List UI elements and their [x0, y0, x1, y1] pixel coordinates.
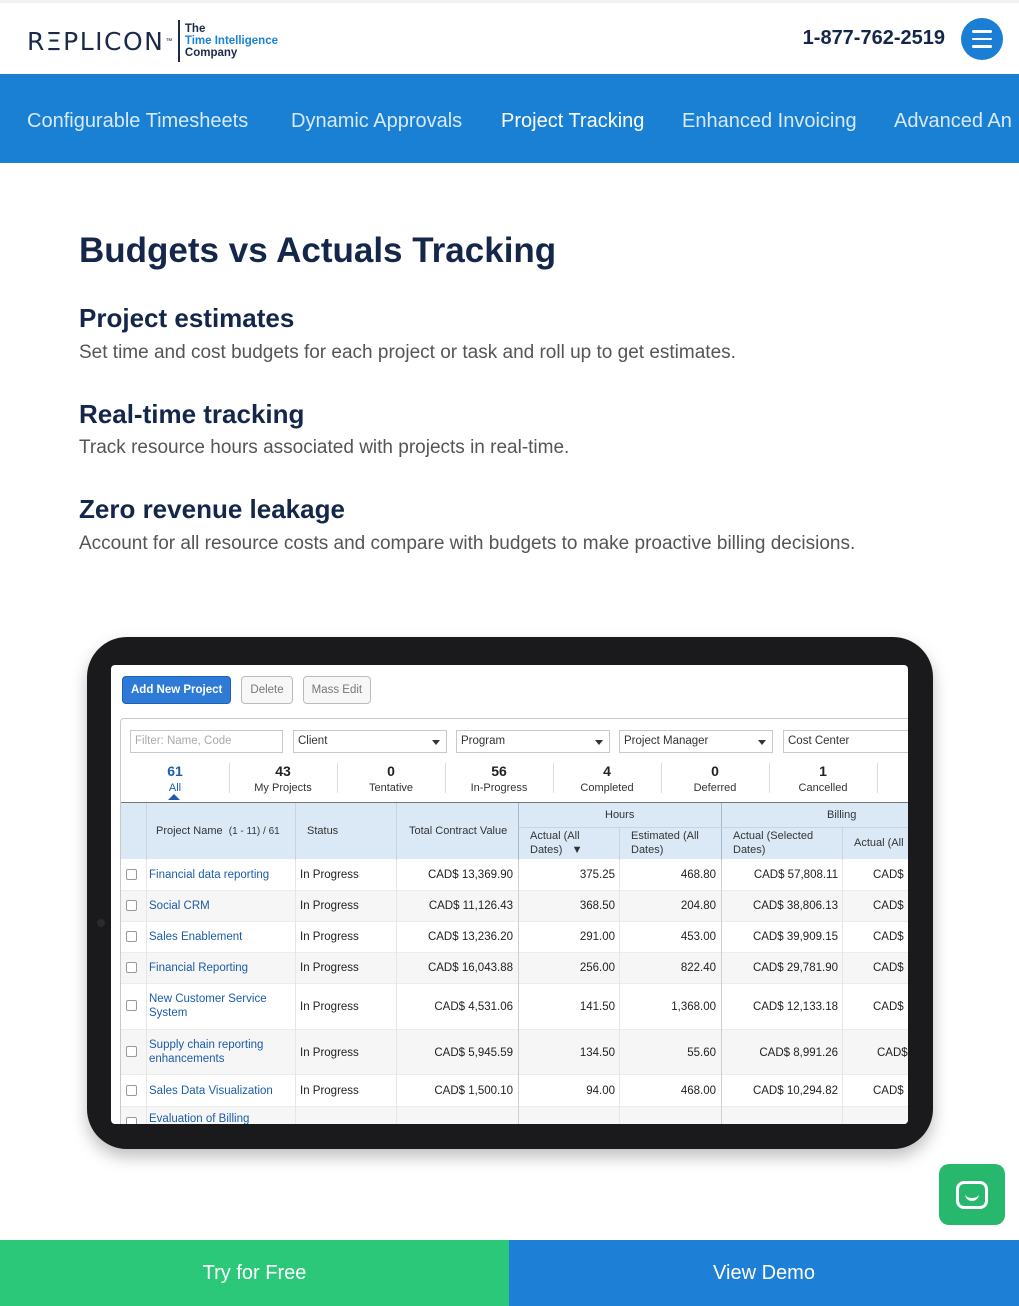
hamburger-icon — [972, 30, 992, 33]
nav-dynamic-approvals[interactable]: Dynamic Approvals — [291, 110, 463, 132]
chevron-down-icon — [758, 740, 766, 745]
projects-panel — [120, 718, 908, 1124]
logo-wordmark: RΞPLICON — [27, 26, 165, 56]
col-project-name[interactable]: Project Name (1 - 11) / 61 — [156, 825, 280, 837]
section-text-tracking: Track resource hours associated with projects in real-time. — [79, 437, 570, 458]
table-row[interactable] — [121, 984, 908, 1030]
nav-configurable-timesheets[interactable]: Configurable Timesheets — [27, 110, 249, 132]
row-checkbox[interactable] — [126, 900, 137, 911]
view-demo-button[interactable]: View Demo — [509, 1240, 1019, 1306]
section-heading-estimates: Project estimates — [79, 303, 295, 333]
row-checkbox[interactable] — [126, 1085, 137, 1096]
contract-value-cell: CAD$ 13,369.90 — [427, 869, 513, 881]
table-row[interactable] — [121, 860, 908, 891]
project-name-link[interactable]: Sales Enablement — [149, 931, 243, 943]
estimated-hours-cell: 1,368.00 — [671, 1001, 716, 1013]
client-filter-select[interactable]: Client — [293, 730, 447, 753]
billing-all-cell: CAD$ — [873, 962, 904, 974]
estimated-hours-cell: 468.00 — [680, 1085, 716, 1097]
section-heading-revenue: Zero revenue leakage — [79, 494, 345, 524]
billing-all-cell: CAD$ — [873, 869, 904, 881]
program-filter-select[interactable]: Program — [456, 730, 610, 753]
col-group-hours: Hours — [605, 809, 635, 821]
status-cell: In Progress — [300, 1001, 359, 1013]
billing-selected-cell: CAD$ 12,133.18 — [752, 1001, 838, 1013]
billing-selected-cell: CAD$ 8,991.26 — [759, 1047, 838, 1059]
col-status[interactable]: Status — [307, 825, 339, 837]
table-row[interactable] — [121, 953, 908, 984]
estimated-hours-cell: 822.40 — [680, 962, 716, 974]
stat-tentative-tab[interactable]: 0 Tentative — [368, 763, 414, 794]
project-name-link[interactable]: Evaluation of Billing — [149, 1113, 250, 1124]
logo-divider — [178, 20, 180, 62]
actual-hours-cell: 256.00 — [579, 962, 615, 974]
status-cell: In Progress — [300, 1085, 359, 1097]
logo-trademark: ™ — [165, 37, 173, 45]
row-checkbox[interactable] — [126, 931, 137, 942]
col-hours-actual[interactable]: Actual (All Dates) ▼ — [530, 830, 583, 856]
actual-hours-cell: 368.50 — [579, 900, 615, 912]
estimated-hours-cell: 55.60 — [687, 1047, 716, 1059]
contract-value-cell: CAD$ 13,236.20 — [427, 931, 513, 943]
status-cell: In Progress — [300, 869, 359, 881]
billing-all-cell: CAD$ — [873, 1001, 904, 1013]
project-name-link[interactable]: Social CRM — [149, 900, 210, 912]
status-cell: In Progress — [300, 962, 359, 974]
status-cell: In Progress — [300, 931, 359, 943]
estimated-hours-cell: 204.80 — [680, 900, 716, 912]
add-new-project-button[interactable]: Add New Project — [122, 676, 231, 704]
site-header — [0, 0, 1019, 74]
logo-tagline: The Time Intelligence Company — [184, 23, 278, 59]
billing-all-cell: CAD$ — [873, 900, 904, 912]
billing-all-cell: CAD$ — [877, 1047, 908, 1059]
col-hours-estimated[interactable]: Estimated (All Dates) — [631, 830, 699, 856]
nav-enhanced-invoicing[interactable]: Enhanced Invoicing — [682, 110, 857, 132]
billing-selected-cell: CAD$ 10,294.82 — [752, 1085, 838, 1097]
actual-hours-cell: 134.50 — [579, 1047, 615, 1059]
stat-in-progress-tab[interactable]: 56 In-Progress — [470, 763, 528, 794]
mass-edit-button[interactable]: Mass Edit — [303, 676, 372, 704]
section-text-estimates: Set time and cost budgets for each project or task and roll up to get estimates. — [79, 342, 736, 363]
project-name-link[interactable]: Sales Data Visualization — [149, 1085, 273, 1097]
row-checkbox[interactable] — [126, 1117, 137, 1124]
table-row[interactable] — [121, 1030, 908, 1075]
table-row[interactable] — [121, 891, 908, 922]
table-row[interactable] — [121, 1107, 908, 1124]
status-cell: In Progress — [300, 900, 359, 912]
project-name-link[interactable]: Financial Reporting — [149, 962, 249, 974]
stat-all-tab[interactable]: 61 All — [167, 763, 183, 794]
actual-hours-cell: 375.25 — [579, 869, 615, 881]
toolbar — [122, 676, 371, 704]
project-name-link[interactable]: New Customer Service System — [149, 993, 267, 1019]
replicon-logo[interactable] — [27, 25, 278, 57]
project-name-link[interactable]: Financial data reporting — [149, 869, 270, 881]
chat-icon — [956, 1181, 988, 1209]
section-heading-tracking: Real-time tracking — [79, 399, 305, 429]
col-billing-actual-all[interactable]: Actual (All — [854, 837, 904, 849]
phone-number-link[interactable]: 1-877-762-2519 — [802, 27, 945, 49]
billing-selected-cell: CAD$ 38,806.13 — [752, 900, 838, 912]
section-text-revenue: Account for all resource costs and compare with budgets to make proactive billing decisions. — [79, 533, 856, 554]
estimated-hours-cell: 453.00 — [680, 931, 716, 943]
estimated-hours-cell: 468.80 — [680, 869, 716, 881]
cost-center-filter-select[interactable]: Cost Center — [783, 730, 908, 753]
billing-all-cell: CAD$ — [873, 931, 904, 943]
actual-hours-cell: 291.00 — [579, 931, 615, 943]
status-cell: In Progress — [300, 1047, 359, 1059]
hamburger-menu-button[interactable] — [961, 18, 1003, 60]
project-name-link[interactable]: Supply chain reporting enhancements — [149, 1039, 264, 1065]
contract-value-cell: CAD$ 4,531.06 — [434, 1001, 513, 1013]
stat-cancelled-tab[interactable]: 1 Cancelled — [798, 763, 848, 794]
try-for-free-button[interactable]: Try for Free — [0, 1240, 509, 1306]
chevron-down-icon — [595, 740, 603, 745]
contract-value-cell: CAD$ 16,043.88 — [427, 962, 513, 974]
col-billing-actual-selected[interactable]: Actual (Selected Dates) — [733, 830, 814, 856]
row-checkbox[interactable] — [126, 869, 137, 880]
feature-nav — [0, 74, 1019, 163]
sort-desc-icon: ▼ — [571, 844, 583, 856]
tablet-camera — [97, 919, 105, 927]
contract-value-cell: CAD$ 11,126.43 — [428, 900, 513, 912]
actual-hours-cell: 94.00 — [586, 1085, 615, 1097]
app-screen — [111, 665, 908, 1124]
stat-my-projects-tab[interactable]: 43 My Projects — [254, 763, 312, 794]
table-header — [121, 802, 908, 859]
tablet-device-frame — [87, 637, 933, 1149]
col-group-billing: Billing — [827, 809, 857, 821]
table-row[interactable] — [121, 922, 908, 953]
row-checkbox[interactable] — [126, 1000, 137, 1011]
billing-selected-cell: CAD$ 29,781.90 — [752, 962, 838, 974]
chat-widget-button[interactable] — [939, 1164, 1005, 1225]
billing-selected-cell: CAD$ 57,808.11 — [753, 869, 838, 881]
contract-value-cell: CAD$ 5,945.59 — [434, 1047, 513, 1059]
search-filter-input[interactable]: Filter: Name, Code — [130, 730, 283, 753]
active-tab-indicator-icon — [168, 794, 180, 800]
nav-project-tracking[interactable]: Project Tracking — [501, 110, 645, 132]
billing-all-cell: CAD$ — [873, 1085, 904, 1097]
col-total-contract-value[interactable]: Total Contract Value — [409, 825, 508, 837]
stat-deferred-tab[interactable]: 0 Deferred — [693, 763, 737, 794]
manager-filter-select[interactable]: Project Manager — [619, 730, 773, 753]
nav-advanced-analytics[interactable]: Advanced An — [894, 110, 1012, 132]
chevron-down-icon — [432, 740, 440, 745]
table-row[interactable] — [121, 1075, 908, 1107]
page-title: Budgets vs Actuals Tracking — [79, 231, 557, 270]
row-checkbox[interactable] — [126, 1046, 137, 1057]
row-checkbox[interactable] — [126, 962, 137, 973]
contract-value-cell: CAD$ 1,500.10 — [434, 1085, 513, 1097]
stat-completed-tab[interactable]: 4 Completed — [580, 763, 634, 794]
delete-button[interactable]: Delete — [241, 676, 292, 704]
billing-selected-cell: CAD$ 39,909.15 — [752, 931, 838, 943]
actual-hours-cell: 141.50 — [579, 1001, 615, 1013]
